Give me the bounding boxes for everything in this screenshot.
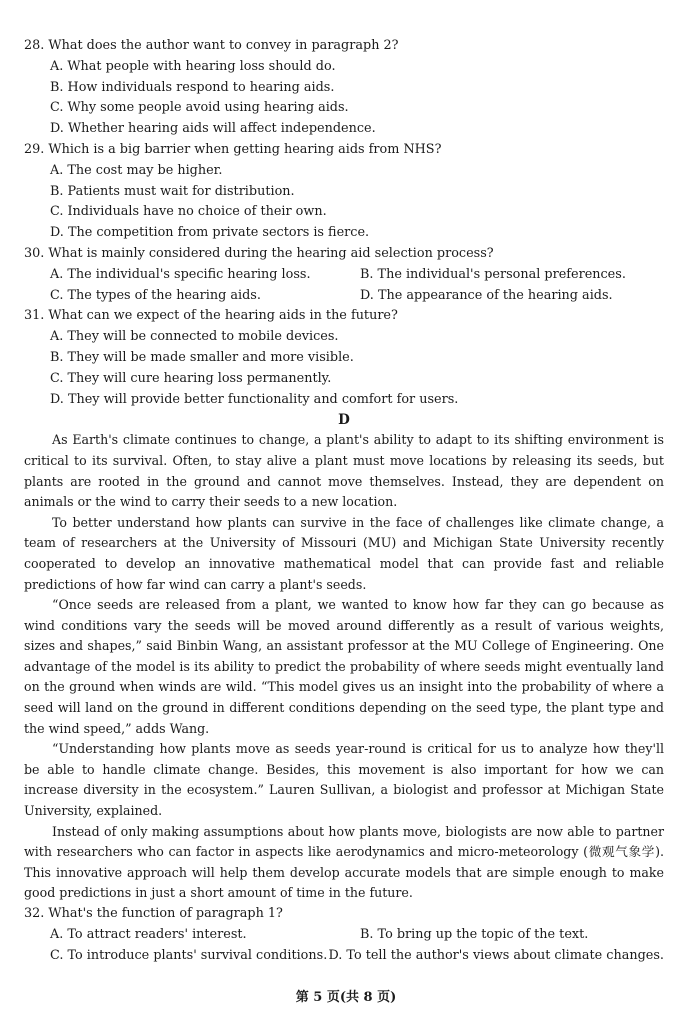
option-a: A. The individual's specific hearing loss. [50, 266, 311, 282]
passage-paragraph-4: “Understanding how plants move as seeds year-round is critical for us to analyze how they'll be able to handle climate change. Besides, this movement is also important for how we can increase diversity in the ecosystem.” Lauren Sullivan, a biologist and professor at Michigan State University, explained. [24, 741, 664, 819]
question-30 [24, 244, 664, 306]
question-29 [24, 140, 664, 244]
passage-paragraph-3: “Once seeds are released from a plant, we wanted to know how far they can go because as wind conditions vary the seeds will be moved around differently as a result of various weights, sizes and shapes,” said Binbin Wang, an assistant professor at the MU College of Engineering. One advantage of the model is its ability to predict the probability of where seeds might eventually land on the ground when winds are wild. “This model gives us an insight into the probability of where a seed will land on the ground in different conditions depending on the seed type, the plant type and the wind speed,” adds Wang. [24, 597, 664, 736]
option-b: B. Patients must wait for distribution. [50, 183, 295, 199]
option-d: D. They will provide better functionality and comfort for users. [50, 391, 459, 407]
option-a: A. To attract readers' interest. [50, 926, 247, 942]
option-a: A. They will be connected to mobile devices. [50, 329, 339, 345]
option-b: B. To bring up the topic of the text. [360, 926, 589, 942]
option-c: C. Individuals have no choice of their own. [50, 204, 327, 220]
option-b: B. How individuals respond to hearing aids. [50, 79, 335, 95]
question-stem: 32. What's the function of paragraph 1? [24, 906, 283, 921]
option-c: C. To introduce plants' survival conditions. [50, 947, 328, 963]
option-c: C. The types of the hearing aids. [50, 287, 261, 303]
passage-paragraph-1: As Earth's climate continues to change, a plant's ability to adapt to its shifting environment is critical to its survival. Often, to stay alive a plant must move locations by releasing its seeds, but plants are rooted in the ground and cannot move themselves. Instead, they are dependent on animals or the wind to carry their seeds to a new location. [24, 432, 664, 510]
question-31 [24, 306, 664, 410]
option-c: C. They will cure hearing loss permanently. [50, 370, 332, 386]
option-d: D. The competition from private sectors is fierce. [50, 225, 370, 241]
passage-paragraph-2: To better understand how plants can survive in the face of challenges like climate change, a team of researchers at the University of Missouri (MU) and Michigan State University recently cooperated to develop an innovative mathematical model that can provide fast and reliable predictions of how far wind can carry a plant's seeds. [24, 514, 664, 592]
option-d: D. To tell the author's views about climate changes. [328, 947, 664, 963]
passage-paragraph-5: Instead of only making assumptions about how plants move, biologists are now able to partner with researchers who can factor in aspects like aerodynamics and micro-meteorology (微观气象学). This innovative approach will help them develop accurate models that are simple enough to make good predictions in just a short amount of time in the future. [24, 823, 664, 901]
option-b: B. They will be made smaller and more visible. [50, 349, 354, 365]
options-row-ab [50, 265, 664, 286]
page-footer: 第 5 页(共 8 页) [295, 990, 397, 1005]
question-32 [24, 904, 664, 966]
question-stem: 28. What does the author want to convey in paragraph 2? [24, 38, 399, 53]
question-stem: 30. What is mainly considered during the hearing aid selection process? [24, 245, 494, 261]
option-b: B. The individual's personal preferences. [360, 266, 626, 282]
question-stem: 31. What can we expect of the hearing aids in the future? [24, 308, 398, 324]
section-heading: D [338, 412, 350, 429]
question-28 [24, 36, 664, 140]
option-a: A. The cost may be higher. [50, 162, 223, 178]
passage [24, 430, 664, 904]
options-row-ab [50, 925, 664, 946]
option-c: C. Why some people avoid using hearing aids. [50, 100, 349, 116]
option-d: D. Whether hearing aids will affect independence. [50, 121, 376, 137]
options-row-cd [50, 946, 664, 967]
options-row-cd [50, 286, 664, 307]
option-a: A. What people with hearing loss should do. [50, 58, 336, 74]
question-stem: 29. Which is a big barrier when getting hearing aids from NHS? [24, 141, 442, 157]
option-d: D. The appearance of the hearing aids. [360, 287, 613, 303]
